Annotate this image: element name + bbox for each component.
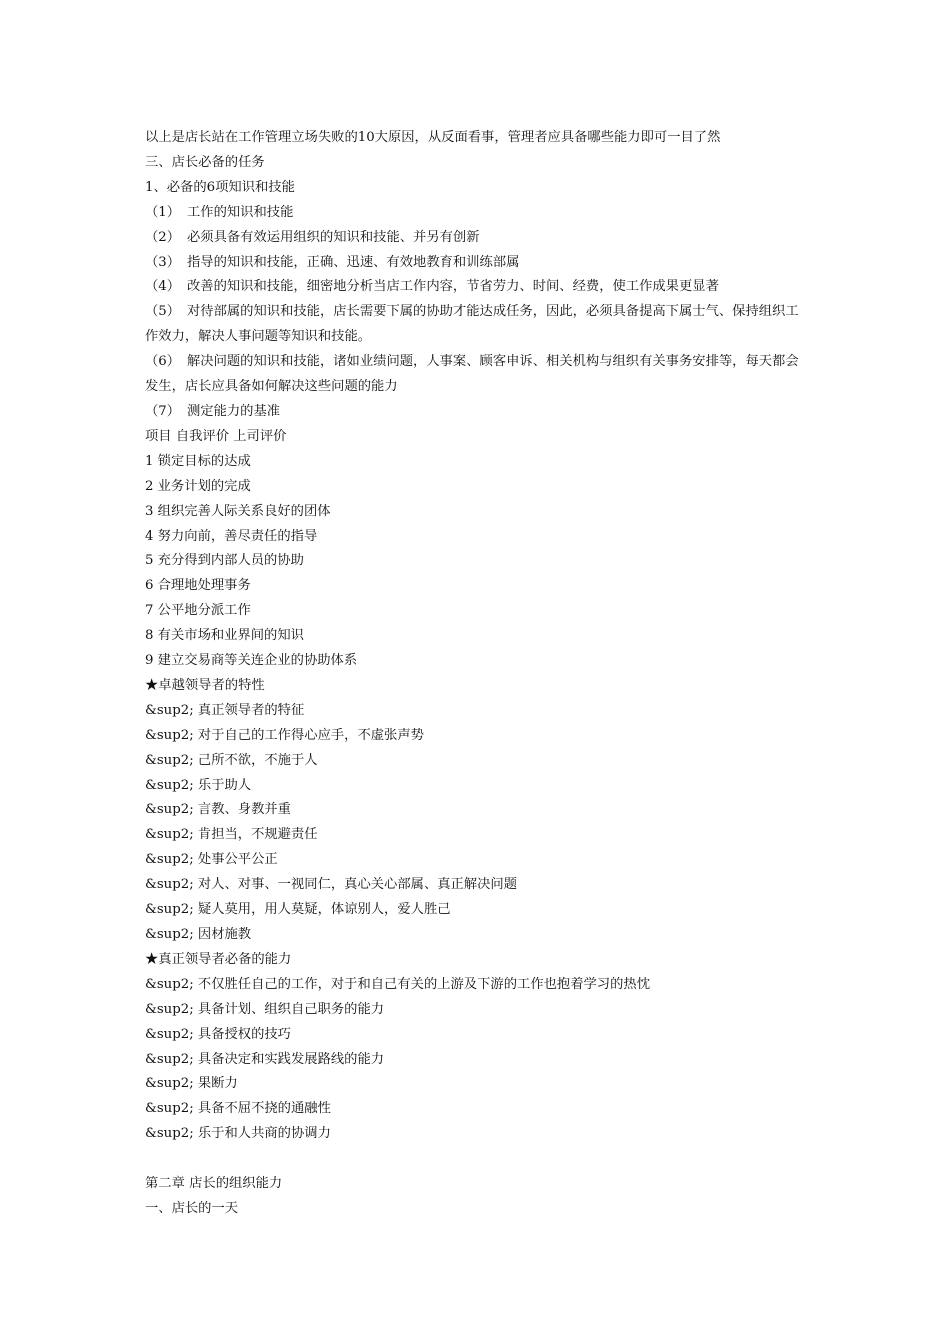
leader-trait-item: &sup2; 真正领导者的特征 — [145, 702, 305, 718]
leader-ability-item: &sup2; 具备计划、组织自己职务的能力 — [145, 1001, 385, 1017]
leader-ability-item: &sup2; 具备不屈不挠的通融性 — [145, 1101, 331, 1117]
skill-text: 指导的知识和技能，正确、迅速、有效地教育和训练部属 — [187, 254, 520, 270]
skill-text: 对待部属的知识和技能，店长需要下属的协助才能达成任务，因此，必须具备提高下属士气、保持组织工作效力，解决人事问题等知识和技能。 — [145, 304, 799, 345]
chapter-heading: 第二章 店长的组织能力 — [145, 1176, 283, 1192]
skill-item — [145, 400, 810, 425]
skill-text: 改善的知识和技能，细密地分析当店工作内容，节省劳力、时间、经费，使工作成果更显著 — [187, 279, 719, 295]
skill-item — [145, 251, 810, 276]
leader-ability-item: &sup2; 具备决定和实践发展路线的能力 — [145, 1051, 385, 1067]
leader-trait-item: &sup2; 疑人莫用，用人莫疑，体谅别人，爱人胜己 — [145, 902, 451, 918]
criteria-item: 4 努力向前，善尽责任的指导 — [145, 528, 318, 544]
intro-paragraph: 以上是店长站在工作管理立场失败的10大原因，从反面看事，管理者应具备哪些能力即可一目了然 — [145, 130, 721, 145]
criteria-item: 7 公平地分派工作 — [145, 603, 251, 619]
skill-text: 必须具备有效运用组织的知识和技能、并另有创新 — [187, 229, 480, 245]
leader-trait-item: &sup2; 因材施教 — [145, 927, 252, 942]
leader-traits-heading: ★卓越领导者的特性 — [145, 677, 265, 693]
skill-number: （4） — [145, 279, 181, 295]
skill-item — [145, 350, 810, 400]
leader-ability-item: &sup2; 果断力 — [145, 1076, 238, 1092]
criteria-item: 9 建立交易商等关连企业的协助体系 — [145, 653, 358, 669]
paragraph-spacer — [145, 1147, 810, 1172]
criteria-item: 3 组织完善人际关系良好的团体 — [145, 503, 331, 519]
criteria-item: 8 有关市场和业界间的知识 — [145, 628, 304, 644]
skill-text: 工作的知识和技能 — [187, 204, 294, 220]
skill-number: （6） — [145, 354, 181, 370]
criteria-item: 5 充分得到内部人员的协助 — [145, 553, 304, 569]
criteria-item: 6 合理地处理事务 — [145, 578, 251, 594]
subsection-heading: 1、必备的6项知识和技能 — [145, 179, 295, 195]
leader-trait-item: &sup2; 对人、对事、一视同仁，真心关心部属、真正解决问题 — [145, 877, 518, 893]
document-body — [145, 126, 810, 1222]
criteria-item: 1 锁定目标的达成 — [145, 453, 251, 469]
criteria-table-header: 项目 自我评价 上司评价 — [145, 428, 287, 444]
skill-number: （3） — [145, 254, 181, 270]
section-heading: 三、店长必备的任务 — [145, 154, 265, 170]
leader-trait-item: &sup2; 对于自己的工作得心应手，不虚张声势 — [145, 727, 424, 743]
skill-item — [145, 201, 810, 226]
leader-abilities-heading: ★真正领导者必备的能力 — [145, 951, 292, 967]
skill-item — [145, 275, 810, 300]
skill-number: （1） — [145, 204, 181, 220]
skill-number: （2） — [145, 229, 181, 245]
skill-text: 测定能力的基准 — [187, 403, 281, 419]
skill-number: （7） — [145, 403, 181, 419]
leader-trait-item: &sup2; 处事公平公正 — [145, 852, 278, 868]
skill-number: （5） — [145, 304, 181, 320]
leader-ability-item: &sup2; 具备授权的技巧 — [145, 1026, 291, 1042]
leader-trait-item: &sup2; 己所不欲，不施于人 — [145, 752, 318, 768]
skill-text: 解决问题的知识和技能，诸如业绩问题，人事案、顾客申诉、相关机构与组织有关事务安排等，每天都会发生，店长应具备如何解决这些问题的能力 — [145, 354, 799, 395]
skill-item — [145, 300, 810, 350]
skill-item — [145, 226, 810, 251]
leader-trait-item: &sup2; 乐于助人 — [145, 777, 252, 793]
leader-ability-item: &sup2; 乐于和人共商的协调力 — [145, 1126, 331, 1142]
criteria-item: 2 业务计划的完成 — [145, 478, 251, 494]
leader-trait-item: &sup2; 言教、身教并重 — [145, 802, 291, 818]
leader-ability-item: &sup2; 不仅胜任自己的工作，对于和自己有关的上游及下游的工作也抱着学习的热忱 — [145, 976, 650, 992]
chapter-section-heading: 一、店长的一天 — [145, 1200, 239, 1216]
leader-trait-item: &sup2; 肯担当，不规避责任 — [145, 827, 318, 843]
